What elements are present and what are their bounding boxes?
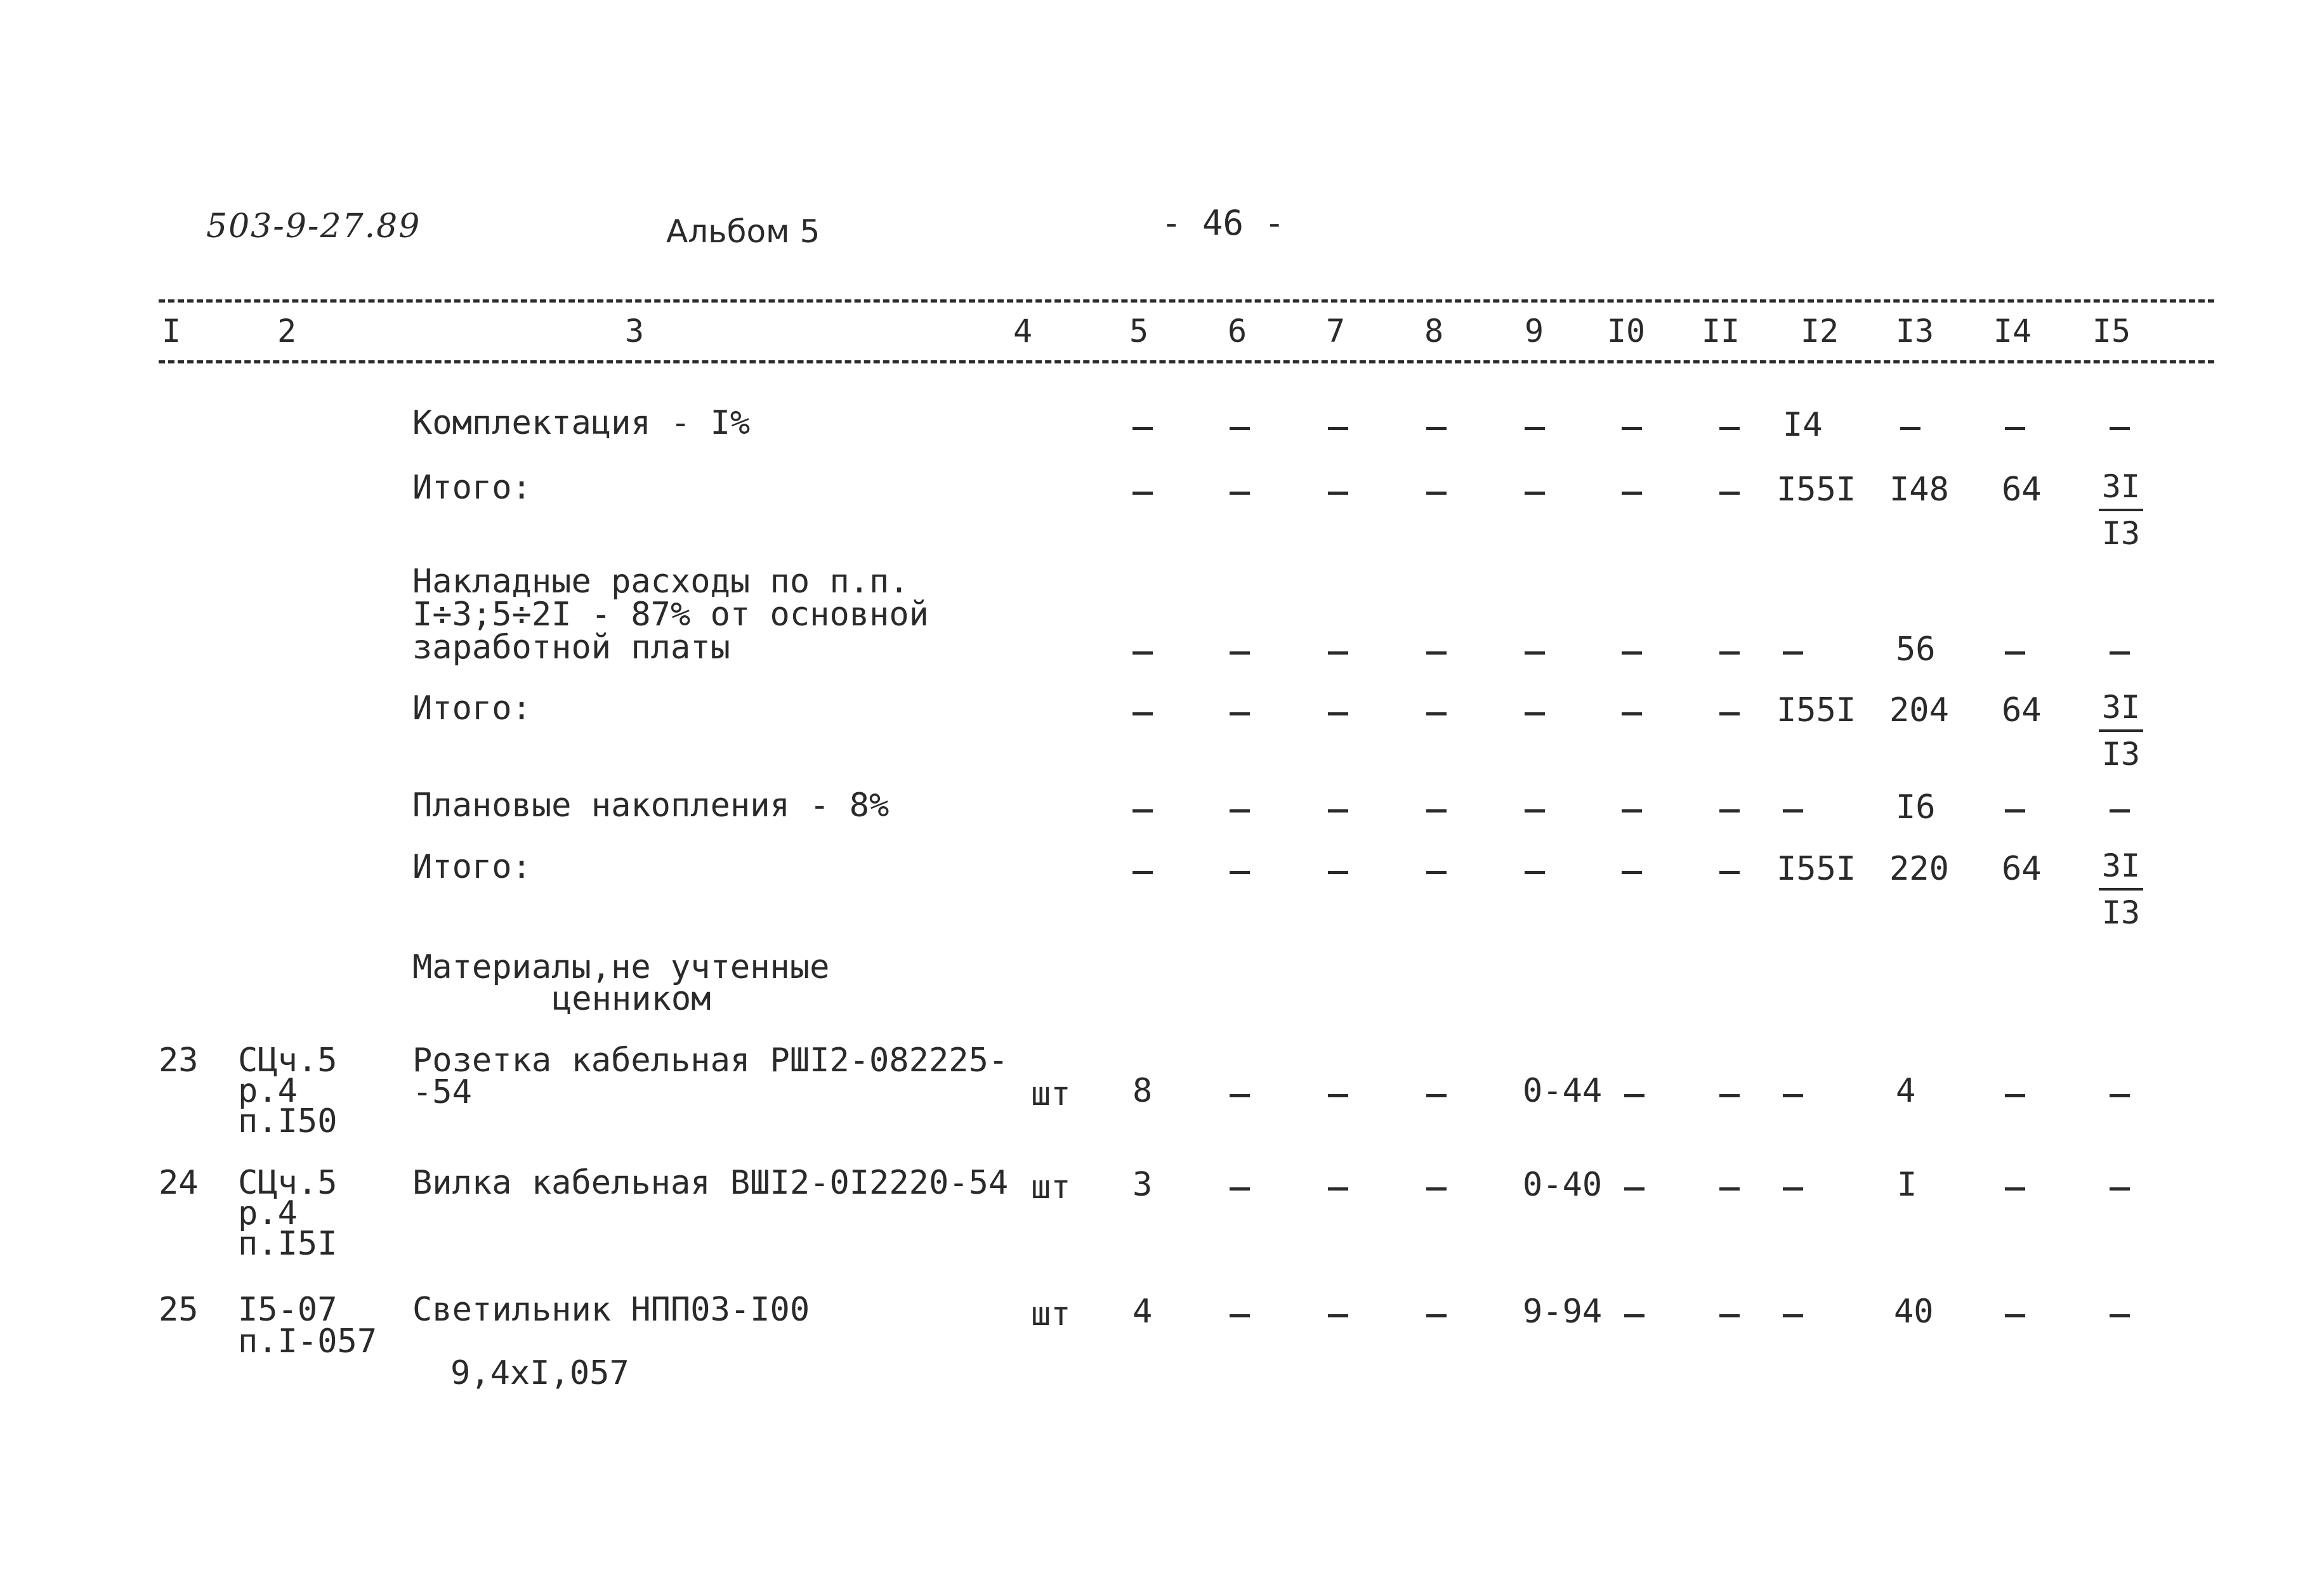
col-header-13: I3 (1895, 313, 1934, 349)
cell-13: 56 (1896, 630, 1936, 669)
row-description-line: заработной платы (412, 629, 730, 667)
empty-cell-dash (1783, 1094, 1803, 1097)
fraction-denominator: I3 (2101, 515, 2141, 552)
unit-cell: шт (1031, 1295, 1071, 1333)
section-heading-line: ценником (552, 980, 711, 1018)
empty-cell-dash (1328, 712, 1348, 715)
empty-cell-dash (1525, 871, 1545, 874)
empty-cell-dash (1328, 1094, 1348, 1097)
header-bottom-rule (159, 360, 2214, 363)
empty-cell-dash (1783, 809, 1803, 813)
row-reference-line: р.4 (238, 1072, 298, 1110)
col-header-1: I (161, 313, 181, 349)
row-description: Итого: (412, 689, 532, 728)
cell-12: I55I (1776, 471, 1856, 509)
empty-cell-dash (1426, 427, 1447, 430)
fraction-denominator: I3 (2101, 894, 2141, 931)
cell-12: I55I (1776, 691, 1856, 729)
fraction-numerator: 3I (2099, 464, 2143, 511)
empty-cell-dash (2005, 1187, 2025, 1191)
empty-cell-dash (1230, 492, 1250, 495)
row-number: 24 (159, 1164, 199, 1202)
empty-cell-dash (1426, 1187, 1447, 1191)
empty-cell-dash (1426, 712, 1447, 715)
empty-cell-dash (1132, 809, 1153, 813)
col-header-14: I4 (1993, 313, 2032, 349)
empty-cell-dash (1624, 1187, 1645, 1191)
empty-cell-dash (1525, 809, 1545, 813)
empty-cell-dash (1230, 1187, 1250, 1191)
row-description: Комплектация - I% (412, 404, 751, 442)
col-header-11: II (1701, 313, 1740, 349)
empty-cell-dash (1132, 712, 1153, 715)
cell-13: I48 (1889, 471, 1949, 509)
empty-cell-dash (1525, 712, 1545, 715)
album-label: Альбом 5 (666, 213, 820, 250)
empty-cell-dash (1132, 871, 1153, 874)
empty-cell-dash (1132, 651, 1153, 655)
empty-cell-dash (1622, 809, 1642, 813)
empty-cell-dash (1783, 1314, 1803, 1317)
empty-cell-dash (1230, 871, 1250, 874)
empty-cell-dash (1132, 492, 1153, 495)
empty-cell-dash (1328, 1314, 1348, 1317)
row-reference-line: п.I-057 (238, 1322, 377, 1361)
empty-cell-dash (2005, 1094, 2025, 1097)
col-header-15: I5 (2092, 313, 2131, 349)
section-heading-line: Материалы,не учтенные (412, 948, 830, 986)
empty-cell-dash (2005, 427, 2025, 430)
row-reference-line: СЦч.5 (238, 1041, 338, 1080)
row-description: Вилка кабельная ВШI2-0I2220-54 (412, 1164, 1009, 1202)
cell-14: 64 (2002, 691, 2042, 729)
col-header-7: 7 (1325, 313, 1346, 349)
cell-13: I6 (1896, 788, 1936, 826)
quantity-cell: 8 (1132, 1072, 1153, 1110)
empty-cell-dash (1328, 871, 1348, 874)
empty-cell-dash (2110, 1314, 2130, 1317)
empty-cell-dash (1622, 492, 1642, 495)
price-cell: 0-40 (1523, 1166, 1603, 1204)
cell-15-fraction (2099, 844, 2143, 935)
row-description-line: Розетка кабельная РШI2-082225- (412, 1041, 1009, 1080)
empty-cell-dash (1719, 651, 1740, 655)
row-reference-line: п.I5I (238, 1225, 338, 1263)
col-header-4: 4 (1013, 313, 1033, 349)
cell-13: I (1897, 1166, 1917, 1204)
cell-14: 64 (2002, 850, 2042, 888)
empty-cell-dash (1426, 1314, 1447, 1317)
col-header-5: 5 (1129, 313, 1149, 349)
empty-cell-dash (1719, 1094, 1740, 1097)
col-header-6: 6 (1227, 313, 1247, 349)
cell-15-fraction (2099, 464, 2143, 556)
empty-cell-dash (1328, 492, 1348, 495)
empty-cell-dash (1328, 427, 1348, 430)
empty-cell-dash (1622, 871, 1642, 874)
cell-12: I4 (1783, 406, 1823, 444)
empty-cell-dash (1230, 712, 1250, 715)
empty-cell-dash (1900, 427, 1920, 430)
fraction-denominator: I3 (2101, 736, 2141, 773)
row-description-line: -54 (412, 1073, 472, 1111)
empty-cell-dash (1622, 712, 1642, 715)
empty-cell-dash (1525, 492, 1545, 495)
empty-cell-dash (1328, 1187, 1348, 1191)
row-reference-line: СЦч.5 (238, 1164, 338, 1202)
cell-14: 64 (2002, 471, 2042, 509)
price-cell: 0-44 (1523, 1072, 1603, 1110)
empty-cell-dash (1622, 651, 1642, 655)
empty-cell-dash (1719, 1187, 1740, 1191)
empty-cell-dash (1719, 492, 1740, 495)
row-reference-line: I5-07 (238, 1291, 338, 1329)
empty-cell-dash (2005, 651, 2025, 655)
empty-cell-dash (2110, 1094, 2130, 1097)
cell-13: 40 (1894, 1293, 1934, 1331)
empty-cell-dash (2005, 1314, 2025, 1317)
empty-cell-dash (2005, 809, 2025, 813)
empty-cell-dash (1230, 1094, 1250, 1097)
empty-cell-dash (1328, 809, 1348, 813)
empty-cell-dash (2110, 1187, 2130, 1191)
header-top-rule (159, 299, 2214, 303)
empty-cell-dash (1525, 427, 1545, 430)
empty-cell-dash (1426, 651, 1447, 655)
empty-cell-dash (1719, 809, 1740, 813)
quantity-cell: 3 (1132, 1166, 1153, 1204)
empty-cell-dash (1230, 1314, 1250, 1317)
price-cell: 9-94 (1523, 1293, 1603, 1331)
col-header-2: 2 (277, 313, 297, 349)
empty-cell-dash (1230, 809, 1250, 813)
row-number: 25 (159, 1291, 199, 1329)
col-header-10: I0 (1606, 313, 1646, 349)
cell-13: 4 (1896, 1072, 1916, 1110)
empty-cell-dash (1426, 1094, 1447, 1097)
empty-cell-dash (1719, 1314, 1740, 1317)
row-description: Плановые накопления - 8% (412, 786, 890, 825)
cell-13: 204 (1889, 691, 1949, 729)
row-description-line: Накладные расходы по п.п. (412, 563, 909, 601)
row-number: 23 (159, 1041, 199, 1080)
col-header-3: 3 (624, 313, 645, 349)
unit-cell: шт (1031, 1075, 1071, 1113)
quantity-cell: 4 (1132, 1293, 1153, 1331)
cell-12: I55I (1776, 850, 1856, 888)
fraction-numerator: 3I (2099, 685, 2143, 732)
empty-cell-dash (1426, 492, 1447, 495)
empty-cell-dash (1525, 651, 1545, 655)
page-number: - 46 - (1161, 203, 1285, 243)
empty-cell-dash (1328, 651, 1348, 655)
row-description: Итого: (412, 848, 532, 886)
empty-cell-dash (1230, 651, 1250, 655)
col-header-9: 9 (1524, 313, 1544, 349)
cell-15-fraction (2099, 685, 2143, 776)
row-description: Итого: (412, 469, 532, 507)
row-reference-line: п.I50 (238, 1102, 338, 1140)
empty-cell-dash (1783, 1187, 1803, 1191)
empty-cell-dash (1426, 871, 1447, 874)
col-header-8: 8 (1424, 313, 1444, 349)
row-description: Светильник НПП03-I00 (412, 1291, 810, 1329)
empty-cell-dash (1783, 651, 1803, 655)
row-description-line: I÷3;5÷2I - 87% от основной (412, 596, 929, 634)
row-note: 9,4хI,057 (450, 1354, 629, 1392)
fraction-numerator: 3I (2099, 844, 2143, 891)
empty-cell-dash (2110, 651, 2130, 655)
empty-cell-dash (1230, 427, 1250, 430)
empty-cell-dash (1719, 712, 1740, 715)
empty-cell-dash (1426, 809, 1447, 813)
empty-cell-dash (2110, 809, 2130, 813)
empty-cell-dash (1132, 427, 1153, 430)
empty-cell-dash (1622, 427, 1642, 430)
row-reference-line: р.4 (238, 1194, 298, 1232)
col-header-12: I2 (1800, 313, 1839, 349)
cell-13: 220 (1889, 850, 1949, 888)
empty-cell-dash (2110, 427, 2130, 430)
empty-cell-dash (1624, 1314, 1645, 1317)
unit-cell: шт (1031, 1168, 1071, 1206)
empty-cell-dash (1719, 871, 1740, 874)
empty-cell-dash (1719, 427, 1740, 430)
document-code: 503-9-27.89 (206, 207, 421, 245)
empty-cell-dash (1624, 1094, 1645, 1097)
